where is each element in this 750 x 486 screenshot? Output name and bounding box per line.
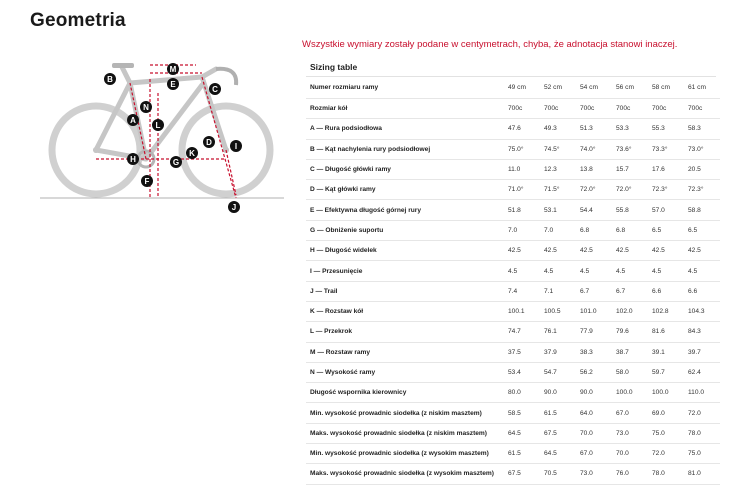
table-cell: 7.0 [540,220,576,240]
table-cell: 6.5 [648,220,684,240]
row-label: Min. wysokość prowadnic siodełka (z niskim masztem) [306,403,504,423]
page-title: Geometria [30,10,126,31]
row-label: J — Trail [306,281,504,301]
marker-b [104,73,116,85]
table-cell: 81.0 [684,464,720,484]
table-cell: 6.5 [684,220,720,240]
table-row [306,322,720,342]
sizing-table-caption: Sizing table [306,58,716,77]
table-cell: 90.0 [576,383,612,403]
table-cell: 6.6 [648,281,684,301]
table-cell: 80.0 [504,383,540,403]
bike-geometry-diagram [38,55,288,215]
table-cell: 57.0 [648,200,684,220]
table-cell: 64.5 [540,444,576,464]
table-cell: 4.5 [612,261,648,281]
table-cell: 61.5 [504,444,540,464]
table-cell: 47.6 [504,119,540,139]
table-cell: 700c [612,99,648,119]
row-label: Maks. wysokość prowadnic siodełka (z wysokim masztem) [306,464,504,484]
table-cell: 49.3 [540,119,576,139]
table-cell: 6.8 [576,220,612,240]
marker-l [152,119,164,131]
table-cell: 700c [540,99,576,119]
table-cell: 76.1 [540,322,576,342]
svg-text:J: J [231,203,237,212]
row-label: Maks. wysokość prowadnic siodełka (z niskim masztem) [306,423,504,443]
marker-d [203,136,215,148]
table-cell: 102.0 [612,301,648,321]
table-cell: 59.7 [648,362,684,382]
table-cell: 73.0 [576,464,612,484]
table-cell: 53.1 [540,200,576,220]
table-cell: 54.4 [576,200,612,220]
table-cell: 75.0° [504,139,540,159]
row-label: N — Wysokość ramy [306,362,504,382]
row-label: H — Długość widelek [306,241,504,261]
table-row [306,180,720,200]
table-cell: 20.5 [684,159,720,179]
table-cell: 64.5 [504,423,540,443]
table-cell: 42.5 [504,241,540,261]
svg-text:K: K [189,149,195,158]
table-cell: 104.3 [684,301,720,321]
row-label: Długość wspornika kierownicy [306,383,504,403]
table-cell: 7.1 [540,281,576,301]
svg-text:D: D [206,138,212,147]
table-cell: 79.6 [612,322,648,342]
table-cell: 77.9 [576,322,612,342]
table-cell: 70.0 [576,423,612,443]
table-cell: 4.5 [648,261,684,281]
row-label: E — Efektywna długość górnej rury [306,200,504,220]
sizing-table [306,77,720,485]
table-cell: 100.1 [504,301,540,321]
table-cell: 72.3° [684,180,720,200]
table-cell: 42.5 [612,241,648,261]
table-cell: 58.3 [684,119,720,139]
table-cell: 51.8 [504,200,540,220]
row-label: Rozmiar kół [306,99,504,119]
row-label: Min. wysokość prowadnic siodełka (z wysokim masztem) [306,444,504,464]
svg-text:I: I [234,142,238,151]
table-cell: 15.7 [612,159,648,179]
table-cell: 54.7 [540,362,576,382]
table-cell: 71.0° [504,180,540,200]
table-row [306,119,720,139]
units-notice: Wszystkie wymiary zostały podane w centymetrach, chyba, że adnotacja stanowi inaczej. [302,39,678,50]
svg-text:F: F [144,177,150,186]
row-label: D — Kąt główki ramy [306,180,504,200]
table-cell: 6.8 [612,220,648,240]
table-cell: 58.8 [684,200,720,220]
table-row [306,139,720,159]
table-cell: 72.0° [612,180,648,200]
table-cell: 37.5 [504,342,540,362]
marker-h [127,153,139,165]
table-cell: 52 cm [540,77,576,99]
table-cell: 67.0 [612,403,648,423]
marker-m [167,63,179,75]
table-cell: 102.8 [648,301,684,321]
table-cell: 13.8 [576,159,612,179]
table-cell: 56.2 [576,362,612,382]
table-cell: 90.0 [540,383,576,403]
table-cell: 7.0 [504,220,540,240]
table-cell: 84.3 [684,322,720,342]
row-label: K — Rozstaw kół [306,301,504,321]
table-row [306,281,720,301]
table-cell: 72.0° [576,180,612,200]
table-cell: 11.0 [504,159,540,179]
table-cell: 6.7 [576,281,612,301]
table-cell: 58 cm [648,77,684,99]
table-cell: 4.5 [540,261,576,281]
row-label: G — Obniżenie suportu [306,220,504,240]
table-cell: 55.8 [612,200,648,220]
table-row [306,200,720,220]
table-cell: 56 cm [612,77,648,99]
table-cell: 700c [504,99,540,119]
table-cell: 38.3 [576,342,612,362]
table-cell: 4.5 [576,261,612,281]
table-cell: 73.0° [684,139,720,159]
table-cell: 75.0 [648,423,684,443]
table-cell: 76.0 [612,464,648,484]
svg-text:C: C [212,85,218,94]
table-cell: 72.3° [648,180,684,200]
marker-k [186,147,198,159]
table-cell: 74.0° [576,139,612,159]
marker-n [140,101,152,113]
table-cell: 42.5 [540,241,576,261]
table-row [306,342,720,362]
table-cell: 38.7 [612,342,648,362]
svg-text:M: M [169,65,177,74]
table-row [306,220,720,240]
table-cell: 74.5° [540,139,576,159]
table-cell: 58.0 [612,362,648,382]
table-cell: 61.5 [540,403,576,423]
table-cell: 700c [648,99,684,119]
row-label: M — Rozstaw ramy [306,342,504,362]
table-cell: 72.0 [684,403,720,423]
table-row [306,383,720,403]
table-cell: 51.3 [576,119,612,139]
table-row [306,99,720,119]
marker-j [228,201,240,213]
table-cell: 70.0 [612,444,648,464]
table-cell: 81.6 [648,322,684,342]
table-cell: 6.7 [612,281,648,301]
table-cell: 39.7 [684,342,720,362]
table-row [306,423,720,443]
table-cell: 67.0 [576,444,612,464]
row-label: I — Przesunięcie [306,261,504,281]
table-cell: 73.3° [648,139,684,159]
table-cell: 55.3 [648,119,684,139]
table-cell: 4.5 [684,261,720,281]
table-cell: 69.0 [648,403,684,423]
marker-e [167,78,179,90]
svg-text:N: N [143,103,149,112]
table-cell: 67.5 [540,423,576,443]
table-cell: 110.0 [684,383,720,403]
row-label: B — Kąt nachylenia rury podsiodłowej [306,139,504,159]
table-cell: 100.5 [540,301,576,321]
table-cell: 6.6 [684,281,720,301]
table-cell: 74.7 [504,322,540,342]
table-cell: 54 cm [576,77,612,99]
table-row [306,403,720,423]
table-cell: 71.5° [540,180,576,200]
table-cell: 78.0 [684,423,720,443]
table-cell: 67.5 [504,464,540,484]
table-cell: 7.4 [504,281,540,301]
table-cell: 4.5 [504,261,540,281]
table-cell: 42.5 [684,241,720,261]
table-cell: 37.9 [540,342,576,362]
row-label: C — Długość główki ramy [306,159,504,179]
table-cell: 53.3 [612,119,648,139]
svg-text:E: E [170,80,176,89]
table-cell: 12.3 [540,159,576,179]
table-row [306,241,720,261]
table-cell: 17.6 [648,159,684,179]
table-row [306,464,720,484]
svg-text:B: B [107,75,113,84]
table-cell: 72.0 [648,444,684,464]
svg-text:G: G [172,158,180,167]
table-cell: 101.0 [576,301,612,321]
svg-text:L: L [155,121,161,130]
row-label: A — Rura podsiodłowa [306,119,504,139]
table-cell: 73.6° [612,139,648,159]
row-label: L — Przekrok [306,322,504,342]
table-row [306,301,720,321]
table-header-row [306,77,720,99]
marker-f [141,175,153,187]
table-cell: 58.5 [504,403,540,423]
table-cell: 73.0 [612,423,648,443]
table-cell: 39.1 [648,342,684,362]
table-row [306,362,720,382]
marker-a [127,114,139,126]
table-cell: 75.0 [684,444,720,464]
table-cell: 53.4 [504,362,540,382]
table-cell: 100.0 [612,383,648,403]
table-cell: 100.0 [648,383,684,403]
marker-c [209,83,221,95]
svg-text:H: H [130,155,136,164]
table-cell: 700c [576,99,612,119]
sizing-table-section [306,58,716,485]
table-cell: 42.5 [576,241,612,261]
table-cell: 42.5 [648,241,684,261]
table-cell: 61 cm [684,77,720,99]
marker-g [170,156,182,168]
row-label: Numer rozmiaru ramy [306,77,504,99]
table-cell: 64.0 [576,403,612,423]
table-cell: 700c [684,99,720,119]
table-cell: 78.0 [648,464,684,484]
table-row [306,159,720,179]
table-cell: 70.5 [540,464,576,484]
svg-text:A: A [130,116,136,125]
table-cell: 62.4 [684,362,720,382]
table-row [306,261,720,281]
marker-i [230,140,242,152]
table-row [306,444,720,464]
table-cell: 49 cm [504,77,540,99]
